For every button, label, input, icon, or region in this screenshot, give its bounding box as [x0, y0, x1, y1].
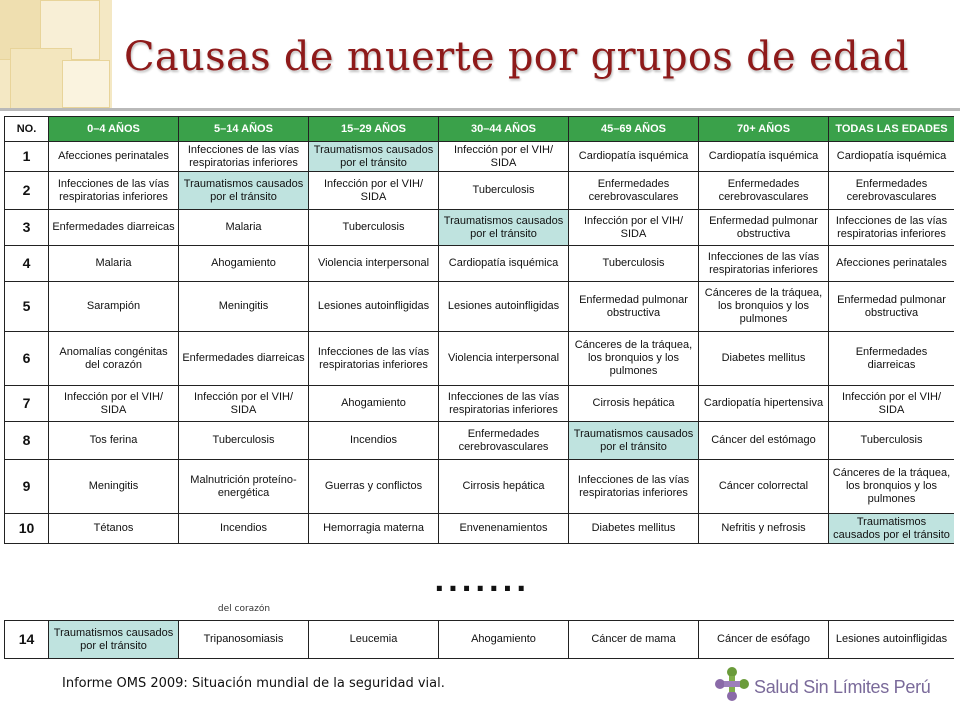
cause-cell: Enfermedad pulmonar obstructiva: [569, 282, 699, 332]
cause-cell: Diabetes mellitus: [699, 332, 829, 386]
header-age-group: TODAS LAS EDADES: [829, 117, 955, 142]
cause-cell: Leucemia: [309, 621, 439, 659]
cause-cell: Tétanos: [49, 514, 179, 544]
cause-cell: Meningitis: [179, 282, 309, 332]
cause-cell: Malaria: [49, 246, 179, 282]
header-age-group: 45–69 AÑOS: [569, 117, 699, 142]
salud-sin-limites-logo: [712, 664, 952, 714]
cause-cell: Sarampión: [49, 282, 179, 332]
table-row: [5, 246, 955, 282]
cause-cell: Traumatismos causados por el tránsito: [569, 422, 699, 460]
cause-cell: Cirrosis hepática: [439, 460, 569, 514]
cause-cell: Cánceres de la tráquea, los bronquios y los pulmones: [699, 282, 829, 332]
cause-cell: Enfermedades diarreicas: [49, 210, 179, 246]
header-no: NO.: [5, 117, 49, 142]
cause-cell: Lesiones autoinfligidas: [309, 282, 439, 332]
row14-container: [4, 604, 954, 660]
table-body: [5, 142, 955, 544]
header-age-group: 15–29 AÑOS: [309, 117, 439, 142]
header-age-group: 0–4 AÑOS: [49, 117, 179, 142]
cause-cell: Cardiopatía isquémica: [439, 246, 569, 282]
cause-cell: Enfermedades cerebrovasculares: [829, 172, 955, 210]
cause-cell: Cáncer colorrectal: [699, 460, 829, 514]
cause-cell: Traumatismos causados por el tránsito: [179, 172, 309, 210]
cause-cell: Meningitis: [49, 460, 179, 514]
cause-cell: Tuberculosis: [439, 172, 569, 210]
title-divider: [0, 108, 960, 111]
rank-number: 10: [5, 514, 49, 544]
cause-cell: Enfermedades diarreicas: [829, 332, 955, 386]
rank-number: 9: [5, 460, 49, 514]
header-age-group: 70+ AÑOS: [699, 117, 829, 142]
cause-cell: Anomalías congénitas del corazón: [49, 332, 179, 386]
cause-cell: Traumatismos causados por el tránsito: [829, 514, 955, 544]
cause-cell: Enfermedades diarreicas: [179, 332, 309, 386]
cause-cell: Afecciones perinatales: [829, 246, 955, 282]
cause-cell: Tos ferina: [49, 422, 179, 460]
rank-number: 2: [5, 172, 49, 210]
cause-cell: Ahogamiento: [179, 246, 309, 282]
table-row: [5, 621, 955, 659]
cause-cell: Lesiones autoinfligidas: [439, 282, 569, 332]
cause-cell: Tuberculosis: [309, 210, 439, 246]
ellipsis-separator: .......: [434, 565, 530, 598]
table-row: [5, 422, 955, 460]
cause-cell: Infección por el VIH/ SIDA: [49, 386, 179, 422]
causes-table-row14: [4, 620, 954, 659]
rank-number: 1: [5, 142, 49, 172]
cause-cell: Cardiopatía hipertensiva: [699, 386, 829, 422]
cause-cell: Infecciones de las vías respiratorias inferiores: [49, 172, 179, 210]
causes-table-container: [4, 116, 954, 568]
cause-cell: Violencia interpersonal: [439, 332, 569, 386]
cause-cell: Guerras y conflictos: [309, 460, 439, 514]
cause-cell: Traumatismos causados por el tránsito: [309, 142, 439, 172]
rank-number: 6: [5, 332, 49, 386]
cause-cell: Ahogamiento: [439, 621, 569, 659]
cause-cell: Lesiones autoinfligidas: [829, 621, 955, 659]
header-age-group: 5–14 AÑOS: [179, 117, 309, 142]
logo-mark-icon: [712, 664, 752, 708]
cause-cell: Ahogamiento: [309, 386, 439, 422]
cause-cell: Cardiopatía isquémica: [829, 142, 955, 172]
rank-number: 14: [5, 621, 49, 659]
table-row: [5, 386, 955, 422]
corner-square: [62, 60, 110, 108]
table-row: [5, 514, 955, 544]
cause-cell: Incendios: [179, 514, 309, 544]
cause-cell: Incendios: [309, 422, 439, 460]
cause-cell: Infecciones de las vías respiratorias inferiores: [829, 210, 955, 246]
table-row: [5, 460, 955, 514]
decorative-corner: [0, 0, 112, 110]
cause-cell: Enfermedad pulmonar obstructiva: [829, 282, 955, 332]
cause-cell: Infección por el VIH/ SIDA: [179, 386, 309, 422]
cause-cell: Violencia interpersonal: [309, 246, 439, 282]
cause-cell: Cáncer del estómago: [699, 422, 829, 460]
table-row: [5, 210, 955, 246]
table-row: [5, 332, 955, 386]
cause-cell: Enfermedades cerebrovasculares: [569, 172, 699, 210]
cause-cell: Traumatismos causados por el tránsito: [439, 210, 569, 246]
logo-text: Salud Sin Límites Perú: [754, 677, 931, 697]
slide-title: Causas de muerte por grupos de edad: [124, 34, 909, 80]
cause-cell: Tuberculosis: [829, 422, 955, 460]
header-age-group: 30–44 AÑOS: [439, 117, 569, 142]
cause-cell: Infecciones de las vías respiratorias inferiores: [309, 332, 439, 386]
table-header-row: [5, 117, 955, 142]
cause-cell: Enfermedades cerebrovasculares: [439, 422, 569, 460]
cause-cell: Nefritis y nefrosis: [699, 514, 829, 544]
cause-cell: Infecciones de las vías respiratorias inferiores: [569, 460, 699, 514]
table-row: [5, 172, 955, 210]
cause-cell: Infecciones de las vías respiratorias inferiores: [699, 246, 829, 282]
cause-cell: Tripanosomiasis: [179, 621, 309, 659]
cause-cell: Enfermedades cerebrovasculares: [699, 172, 829, 210]
cutoff-fragment: del corazón: [217, 604, 271, 614]
cause-cell: Cirrosis hepática: [569, 386, 699, 422]
cause-cell: Enfermedad pulmonar obstructiva: [699, 210, 829, 246]
rank-number: 5: [5, 282, 49, 332]
cause-cell: Infección por el VIH/ SIDA: [829, 386, 955, 422]
cause-cell: Traumatismos causados por el tránsito: [49, 621, 179, 659]
table-row: [5, 142, 955, 172]
cause-cell: Tuberculosis: [569, 246, 699, 282]
rank-number: 3: [5, 210, 49, 246]
cause-cell: Diabetes mellitus: [569, 514, 699, 544]
cause-cell: Cánceres de la tráquea, los bronquios y los pulmones: [829, 460, 955, 514]
rank-number: 8: [5, 422, 49, 460]
cause-cell: Tuberculosis: [179, 422, 309, 460]
cause-cell: Infecciones de las vías respiratorias inferiores: [439, 386, 569, 422]
table-row: [5, 282, 955, 332]
cause-cell: Afecciones perinatales: [49, 142, 179, 172]
cause-cell: Infección por el VIH/ SIDA: [439, 142, 569, 172]
cause-cell: Infección por el VIH/ SIDA: [309, 172, 439, 210]
cause-cell: Hemorragia materna: [309, 514, 439, 544]
cause-cell: Infección por el VIH/ SIDA: [569, 210, 699, 246]
cause-cell: Cánceres de la tráquea, los bronquios y los pulmones: [569, 332, 699, 386]
cause-cell: Envenenamientos: [439, 514, 569, 544]
cause-cell: Cáncer de esófago: [699, 621, 829, 659]
cause-cell: Cáncer de mama: [569, 621, 699, 659]
causes-of-death-table: [4, 116, 954, 544]
cause-cell: Cardiopatía isquémica: [699, 142, 829, 172]
cause-cell: Cardiopatía isquémica: [569, 142, 699, 172]
rank-number: 4: [5, 246, 49, 282]
cause-cell: Malaria: [179, 210, 309, 246]
cause-cell: Malnutrición proteíno-energética: [179, 460, 309, 514]
rank-number: 7: [5, 386, 49, 422]
cause-cell: Infecciones de las vías respiratorias inferiores: [179, 142, 309, 172]
source-citation: Informe OMS 2009: Situación mundial de la seguridad vial.: [62, 676, 445, 691]
